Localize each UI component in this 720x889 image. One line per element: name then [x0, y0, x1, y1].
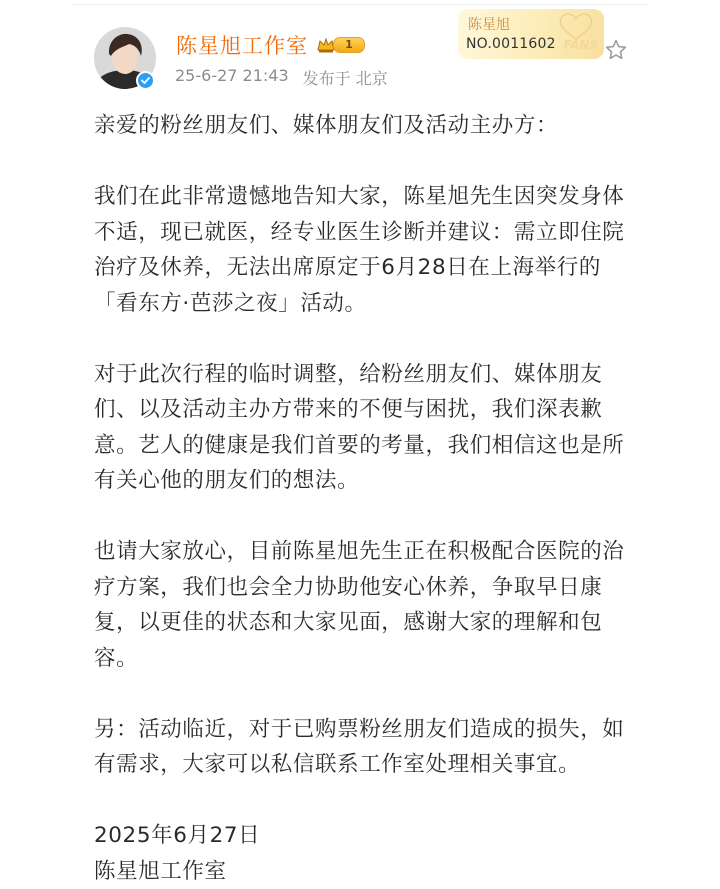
- vip-badge[interactable]: [316, 35, 365, 55]
- post-paragraph: 也请大家放心，目前陈星旭先生正在积极配合医院的治疗方案，我们也会全力协助他安心休养，争取早日康复，以更佳的状态和大家见面，感谢大家的理解和包容。: [94, 534, 634, 676]
- post-timestamp[interactable]: 25-6-27 21:43: [175, 66, 289, 89]
- fans-card[interactable]: [458, 9, 604, 59]
- signature: [94, 818, 634, 889]
- top-divider: [72, 4, 648, 5]
- fans-card-number: NO.0011602: [466, 36, 556, 52]
- fans-card-name: 陈星旭: [468, 14, 510, 34]
- author-name[interactable]: 陈星旭工作室: [176, 30, 308, 60]
- post-paragraph: 我们在此非常遗憾地告知大家，陈星旭先生因突发身体不适，现已就医，经专业医生诊断并建议：需立即住院治疗及休养，无法出席原定于6月28日在上海举行的「看东方·芭莎之夜」活动。: [94, 179, 634, 321]
- heart-icon: [556, 11, 596, 41]
- fans-card-watermark: FANS: [563, 38, 598, 52]
- star-icon[interactable]: [604, 38, 628, 62]
- post-header: [94, 25, 634, 95]
- post-paragraph: 亲爱的粉丝朋友们、媒体朋友们及活动主办方：: [94, 108, 634, 144]
- post-meta: [175, 66, 388, 89]
- signature-name: 陈星旭工作室: [94, 854, 634, 889]
- post-paragraph: 另：活动临近，对于已购票粉丝朋友们造成的损失，如有需求，大家可以私信联系工作室处理相关事宜。: [94, 712, 634, 783]
- verified-icon: [136, 71, 155, 90]
- vip-level: 1: [333, 37, 365, 53]
- post-location: 发布于 北京: [303, 66, 388, 89]
- post-paragraph: 对于此次行程的临时调整，给粉丝朋友们、媒体朋友们、以及活动主办方带来的不便与困扰，我们深表歉意。艺人的健康是我们首要的考量，我们相信这也是所有关心他的朋友们的想法。: [94, 357, 634, 499]
- post-body: [94, 108, 634, 889]
- signature-date: 2025年6月27日: [94, 818, 634, 854]
- author-row: [176, 31, 365, 59]
